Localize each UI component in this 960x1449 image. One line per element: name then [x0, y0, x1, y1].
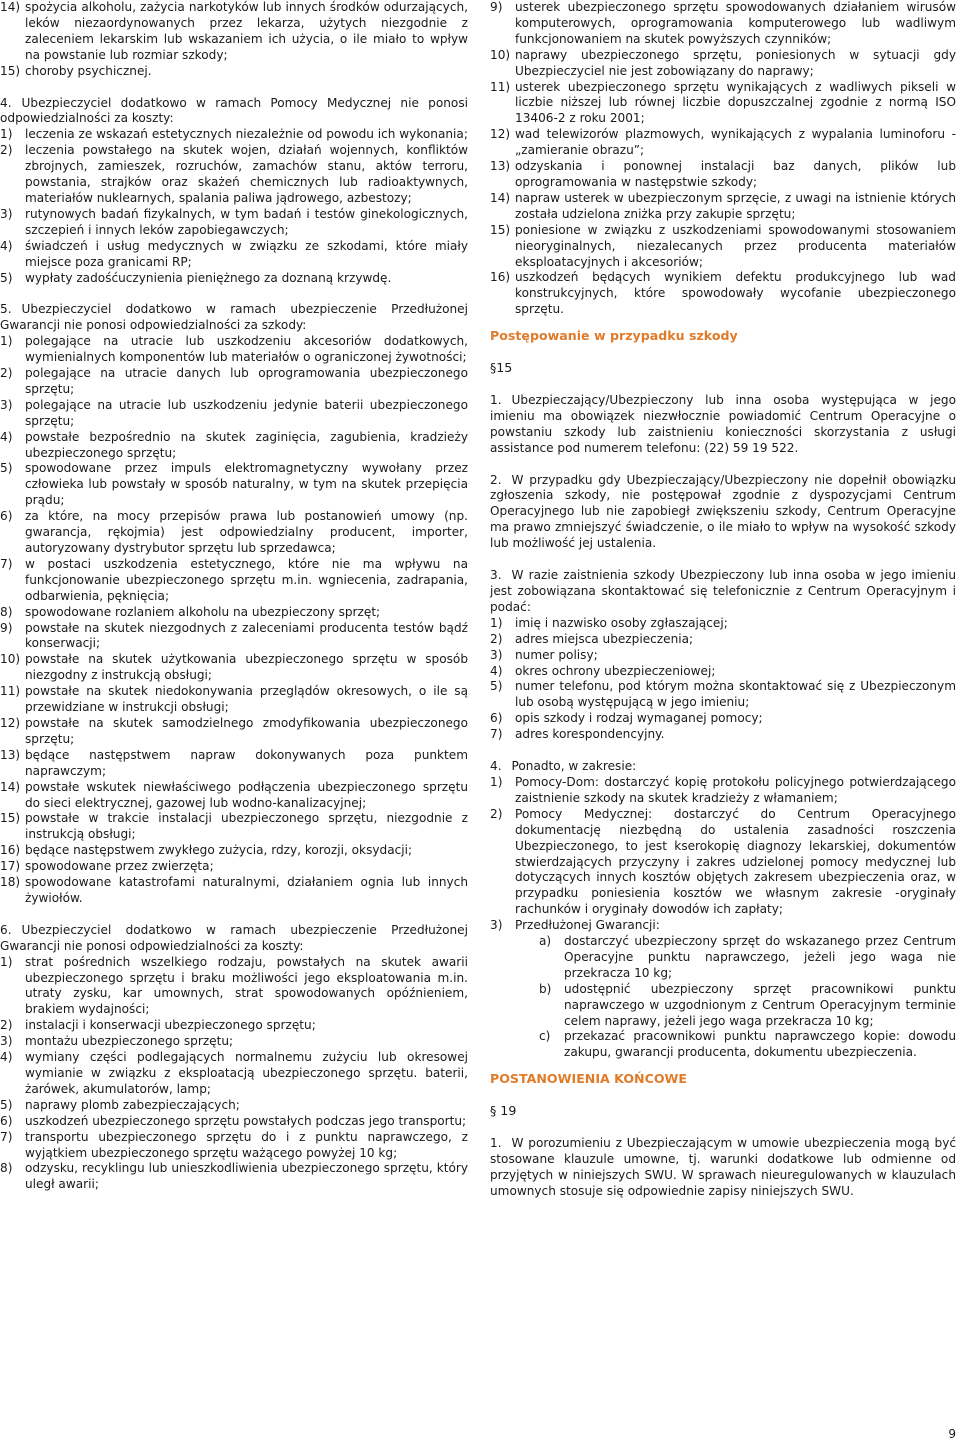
item-number: 3)	[490, 918, 503, 933]
list-item	[0, 859, 468, 875]
item-text: Ubezpieczyciel dodatkowo w ramach ubezpieczenie Przedłużonej Gwarancji nie ponosi odpowiedzialności za koszty:	[0, 922, 468, 953]
list-item	[0, 1034, 468, 1050]
item-number: 6)	[490, 711, 503, 726]
item-text: powstałe bezpośrednio na skutek zaginięcia, zagubienia, kradzieży ubezpieczonego sprzętu;	[25, 429, 468, 460]
list-item	[0, 430, 468, 462]
item-text: odzysku, recyklingu lub unieszkodliwienia ubezpieczonego sprzętu, który uległ awarii;	[25, 1161, 468, 1192]
item-number: 5)	[0, 461, 13, 476]
list-item	[490, 80, 956, 128]
clause	[0, 302, 468, 334]
section-heading: Postępowanie w przypadku szkody	[490, 328, 738, 344]
item-text: montażu ubezpieczonego sprzętu;	[25, 1034, 234, 1049]
paragraph-number: §15	[490, 360, 513, 376]
item-number: 18)	[0, 875, 21, 890]
list-item	[490, 775, 956, 807]
list-item	[0, 1050, 468, 1098]
item-text: Pomocy Medycznej: dostarczyć do Centrum Operacyjnego dokumentację niezbędną do ustalenia zasadności roszczenia Ubezpieczonego, to jest kserokopię diagnozy lekarskiej, dokumentów stwierdzających przyczyny i zakres udzielonej pomocy medycznej lub dotyczących innych kosztów objętych zakresem ubezpieczenia oraz, w przypadku poniesienia kosztów we własnym zakresie -oryginały rachunków i oryginały dowodów ich zapłaty;	[515, 806, 956, 917]
item-text: polegające na utracie lub uszkodzeniu akcesoriów dodatkowych, wymienialnych komponentów lub materiałów o ograniczonej żywotności;	[25, 334, 468, 365]
list-item	[0, 1098, 468, 1114]
list-item	[0, 621, 468, 653]
list-item	[0, 1018, 468, 1034]
item-number: 10)	[490, 47, 511, 62]
list-item	[0, 0, 468, 64]
item-text: numer polisy;	[515, 647, 598, 662]
item-number: 6)	[0, 509, 13, 524]
item-text: powstałe na skutek niezgodnych z zaleceniami producenta testów bądź konserwacji;	[25, 620, 468, 651]
item-text: spowodowane przez zwierzęta;	[25, 859, 214, 874]
item-number: 9)	[490, 0, 503, 14]
item-number: 3)	[0, 1034, 13, 1049]
item-number: 1.	[490, 392, 502, 407]
item-text: naprawy plomb zabezpieczających;	[25, 1097, 240, 1112]
item-number: c)	[539, 1029, 551, 1044]
item-number: 1)	[490, 615, 503, 630]
item-text: powstałe na skutek samodzielnego zmodyfikowania ubezpieczonego sprzętu;	[25, 715, 468, 746]
item-number: 13)	[0, 747, 21, 762]
item-number: 5.	[0, 302, 12, 317]
list-item	[0, 239, 468, 271]
list-item	[0, 207, 468, 239]
list-item	[0, 748, 468, 780]
item-text: przekazać pracownikowi punktu naprawczego kopie: dowodu zakupu, gwarancji producenta, dokumentu ubezpieczenia.	[564, 1029, 956, 1060]
paragraph-number: § 19	[490, 1103, 517, 1119]
list-item	[0, 398, 468, 430]
list-item	[0, 684, 468, 716]
clause	[490, 473, 956, 553]
item-number: 4.	[0, 95, 12, 110]
item-text: powstałe w trakcie instalacji ubezpieczonego sprzętu, niezgodnie z instrukcją obsługi;	[25, 811, 468, 842]
item-text: napraw usterek w ubezpieczonym sprzęcie, z uwagi na istnienie których została udzielona zniżka przy zakupie sprzętu;	[515, 190, 956, 221]
list-item	[0, 875, 468, 907]
list-item	[490, 127, 956, 159]
sub-list-item	[490, 982, 956, 1030]
item-text: powstałe na skutek niedokonywania przeglądów okresowych, o ile są przewidziane w instrukcji obsługi;	[25, 684, 468, 715]
list-item	[0, 780, 468, 812]
item-text: usterek ubezpieczonego sprzętu spowodowanych działaniem wirusów komputerowych, oprogramowania komputerowego lub wadliwym funkcjonowaniem na skutek powyższych czynników;	[515, 0, 956, 46]
item-number: 16)	[0, 843, 21, 858]
item-text: poniesione w związku z uszkodzeniami spowodowanymi stosowaniem nieoryginalnych, niezalecanych przez producenta materiałów eksploatacyjnych i akcesoriów;	[515, 222, 956, 269]
list-item	[0, 716, 468, 748]
item-number: 4)	[0, 238, 13, 253]
item-text: Ubezpieczyciel dodatkowo w ramach ubezpieczenie Przedłużonej Gwarancji nie ponosi odpowiedzialności za szkody:	[0, 302, 468, 333]
list-item	[490, 632, 956, 648]
item-number: 4)	[0, 429, 13, 444]
item-number: 4.	[490, 759, 502, 774]
item-number: 14)	[0, 779, 21, 794]
item-number: 8)	[0, 1161, 13, 1176]
item-text: powstałe wskutek niewłaściwego podłączenia ubezpieczonego sprzętu do sieci elektrycznej, gazowej lub wodno-kanalizacyjnej;	[25, 779, 468, 810]
item-number: 2)	[0, 366, 13, 381]
list-item	[490, 270, 956, 318]
item-number: 7)	[0, 1129, 13, 1144]
item-text: instalacji i konserwacji ubezpieczonego sprzętu;	[25, 1018, 316, 1033]
list-item	[0, 461, 468, 509]
item-number: 14)	[490, 190, 511, 205]
item-text: rutynowych badań fizykalnych, w tym badań i testów ginekologicznych, szczepień i innych leków zapobiegawczych;	[25, 206, 468, 237]
item-text: adres korespondencyjny.	[515, 727, 665, 742]
item-text: strat pośrednich wszelkiego rodzaju, powstałych na skutek awarii ubezpieczonego sprzętu i braku możliwości jego eksploatowania m.in. utraty zysku, kar umownych, strat spowodowanych opóźnieniem, brakiem wydajności;	[25, 954, 468, 1017]
clause	[490, 393, 956, 457]
item-number: 8)	[0, 604, 13, 619]
list-item	[0, 127, 468, 143]
list-item	[0, 334, 468, 366]
list-item	[0, 955, 468, 1019]
item-text: leczenia powstałego na skutek wojen, działań wojennych, konfliktów zbrojnych, zamieszek, rozruchów, zamachów stanu, aktów terroru, powstania, strajków oraz skażeń chemicznych lub radioaktywnych, materiałów nuklearnych, spalania paliwa jądrowego, azbestozy;	[25, 143, 468, 205]
item-text: polegające na utracie danych lub oprogramowania ubezpieczonego sprzętu;	[25, 366, 468, 396]
item-text: leczenia ze wskazań estetycznych niezależnie od powodu ich wykonania;	[25, 127, 468, 142]
item-text: w postaci uszkodzenia estetycznego, które nie ma wpływu na funkcjonowanie ubezpieczonego sprzętu m.in. wgniecenia, zadrapania, odbarwienia, pęknięcia;	[25, 556, 468, 603]
item-number: 3)	[0, 397, 13, 412]
item-text: transportu ubezpieczonego sprzętu do i z punktu naprawczego, z wyjątkiem ubezpieczonego sprzętu ważącego powyżej 10 kg;	[25, 1129, 468, 1160]
right-column	[490, 0, 956, 1200]
item-number: 3)	[490, 647, 503, 662]
list-item	[490, 807, 956, 918]
item-number: 6)	[0, 1113, 13, 1128]
item-text: Przedłużonej Gwarancji:	[515, 918, 660, 933]
item-number: 1)	[0, 334, 13, 349]
list-item	[490, 711, 956, 727]
item-number: 3)	[0, 206, 13, 221]
list-item	[0, 143, 468, 207]
item-text: Pomocy-Dom: dostarczyć kopię protokołu policyjnego potwierdzającego zaistnienie szkody na skutek kradzieży z włamaniem;	[515, 774, 956, 805]
list-item	[490, 191, 956, 223]
item-text: W przypadku gdy Ubezpieczający/Ubezpieczony nie dopełnił obowiązku zgłoszenia szkody, nie postępował zgodnie z dyspozycjami Centrum Operacyjnego lub nie zapobiegł zwiększeniu szkody, Centrum Operacyjne ma prawo zmniejszyć świadczenie, o ile miało to wpływ na wysokość szkody lub możliwość jej ustalenia.	[490, 472, 956, 551]
clause	[490, 568, 956, 616]
item-number: 1)	[490, 774, 503, 789]
item-text: okres ochrony ubezpieczeniowej;	[515, 663, 716, 678]
item-number: 1)	[0, 127, 13, 142]
left-column	[0, 0, 468, 1193]
list-item	[0, 605, 468, 621]
item-number: 5)	[490, 679, 503, 694]
item-number: 17)	[0, 859, 21, 874]
item-number: 15)	[490, 222, 511, 237]
item-text: uszkodzeń będących wynikiem defektu produkcyjnego lub wad konstrukcyjnych, które spowodowały wycofanie ubezpieczonego sprzętu.	[515, 270, 956, 317]
item-text: polegające na utracie lub uszkodzeniu jedynie baterii ubezpieczonego sprzętu;	[25, 397, 468, 428]
item-number: 6.	[0, 922, 12, 937]
item-number: 15)	[0, 811, 21, 826]
item-text: za które, na mocy przepisów prawa lub postanowień umowy (np. gwarancja, rękojmia) jest odpowiedzialny producent, importer, autoryzowany dystrybutor sprzętu lub sprzedawca;	[25, 509, 468, 555]
item-text: numer telefonu, pod którym można skontaktować się z Ubezpieczonym lub osobą występującą w jego imieniu;	[515, 679, 956, 710]
item-text: spowodowane katastrofami naturalnymi, działaniem ognia lub innych żywiołów.	[25, 875, 468, 905]
item-text: naprawy ubezpieczonego sprzętu, poniesionych w sytuacji gdy Ubezpieczyciel nie jest zobowiązany do naprawy;	[515, 47, 956, 78]
item-number: 13)	[490, 159, 511, 174]
list-item	[0, 1130, 468, 1162]
item-number: 5)	[0, 1097, 13, 1112]
item-number: 11)	[490, 79, 511, 94]
item-number: 1)	[0, 954, 13, 969]
item-number: 2)	[0, 143, 13, 158]
item-number: a)	[539, 934, 552, 949]
item-text: usterek ubezpieczonego sprzętu wynikających z wadliwych pikseli w liczbie niższej lub równej liczbie dopuszczalnej zgodnie z normą ISO 13406-2 z roku 2001;	[515, 79, 956, 126]
list-item	[0, 557, 468, 605]
clause	[490, 759, 956, 775]
list-item	[490, 0, 956, 48]
item-number: 9)	[0, 620, 13, 635]
item-text: spowodowane rozlaniem alkoholu na ubezpieczony sprzęt;	[25, 604, 381, 619]
item-text: odzyskania i ponownej instalacji baz danych, plików lub oprogramowania w następstwie szkody;	[515, 159, 956, 189]
item-text: W porozumieniu z Ubezpieczającym w umowie ubezpieczenia mogą być stosowane klauzule umowne, tj. warunki dodatkowe lub odmienne od przyjętych w niniejszych SWU. W sprawach nieuregulowanych w klauzulach umownych stosuje się odpowiednie zapisy niniejszych SWU.	[490, 1136, 956, 1198]
item-text: opis szkody i rodzaj wymaganej pomocy;	[515, 711, 763, 726]
clause	[0, 96, 468, 128]
item-number: 7)	[0, 556, 13, 571]
list-item	[490, 159, 956, 191]
item-number: 2.	[490, 472, 502, 487]
item-text: wypłaty zadośćuczynienia pieniężnego za doznaną krzywdę.	[25, 270, 392, 285]
item-number: 4)	[490, 663, 503, 678]
item-text: powstałe na skutek użytkowania ubezpieczonego sprzętu w sposób niezgodny z instrukcją obsługi;	[25, 652, 468, 683]
item-text: W razie zaistnienia szkody Ubezpieczony lub inna osoba w jego imieniu jest zobowiązana skontaktować się telefonicznie z Centrum Operacyjnym i podać:	[490, 568, 956, 614]
page-number: 9	[948, 1427, 956, 1442]
item-number: 15)	[0, 63, 21, 78]
item-text: choroby psychicznej.	[25, 63, 152, 78]
list-item	[0, 811, 468, 843]
item-number: 1.	[490, 1136, 502, 1151]
item-number: 5)	[0, 270, 13, 285]
item-text: będące następstwem napraw dokonywanych poza punktem naprawczym;	[25, 747, 468, 778]
item-number: 16)	[490, 270, 511, 285]
item-text: wymiany części podlegających normalnemu zużyciu lub okresowej wymianie w związku z eksploatacją ubezpieczonego sprzętu. baterii, żarówek, akumulatorów, lamp;	[25, 1050, 468, 1096]
item-number: 3.	[490, 568, 502, 583]
item-number: 2)	[490, 631, 503, 646]
clause	[490, 1136, 956, 1200]
item-text: Ponadto, w zakresie:	[511, 759, 637, 774]
item-number: 12)	[0, 715, 21, 730]
item-number: 10)	[0, 652, 21, 667]
list-item	[0, 509, 468, 557]
item-number: b)	[539, 981, 552, 996]
item-text: Ubezpieczający/Ubezpieczony lub inna osoba występująca w jego imieniu ma obowiązek niezwłocznie powiadomić Centrum Operacyjne o powstaniu szkody lub zaistnieniu konieczności skorzystania z usługi assistance pod numerem telefonu: (22) 59 19 522.	[490, 392, 956, 455]
list-item	[490, 727, 956, 743]
item-text: dostarczyć ubezpieczony sprzęt do wskazanego przez Centrum Operacyjne punktu naprawczego, jeżeli jego waga nie przekracza 10 kg;	[564, 934, 956, 980]
section-heading: POSTANOWIENIA KOŃCOWE	[490, 1071, 688, 1087]
sub-list-item	[490, 1029, 956, 1061]
item-number: 2)	[0, 1018, 13, 1033]
list-item	[0, 1114, 468, 1130]
item-number: 14)	[0, 0, 21, 14]
item-text: świadczeń i usług medycznych w związku ze szkodami, które miały miejsce poza granicami RP;	[25, 238, 468, 269]
clause	[0, 923, 468, 955]
list-item	[490, 648, 956, 664]
list-item	[0, 64, 468, 80]
item-text: uszkodzeń ubezpieczonego sprzętu powstałych podczas jego transportu;	[25, 1113, 467, 1128]
item-text: wad telewizorów plazmowych, wynikających z wypalania luminoforu - „zamieranie obrazu”;	[515, 127, 956, 158]
list-item	[0, 1161, 468, 1193]
list-item	[490, 48, 956, 80]
list-item	[0, 271, 468, 287]
item-text: udostępnić ubezpieczony sprzęt pracownikowi punktu naprawczego w uzgodnionym z Centrum Operacyjnym terminie celem naprawy, jeżeli jego waga przekracza 10 kg;	[564, 981, 956, 1028]
item-number: 4)	[0, 1050, 13, 1065]
sub-list-item	[490, 934, 956, 982]
list-item	[490, 918, 956, 934]
item-text: spowodowane przez impuls elektromagnetyczny wywołany przez człowieka lub powstały w sposób naturalny, w tym na skutek przepięcia prądu;	[25, 461, 468, 508]
item-number: 2)	[490, 806, 503, 821]
list-item	[490, 679, 956, 711]
item-text: będące następstwem zwykłego zużycia, rdzy, korozji, oksydacji;	[25, 843, 413, 858]
item-text: Ubezpieczyciel dodatkowo w ramach Pomocy Medycznej nie ponosi odpowiedzialności za koszty:	[0, 95, 468, 126]
item-number: 12)	[490, 127, 511, 142]
item-number: 7)	[490, 727, 503, 742]
item-text: adres miejsca ubezpieczenia;	[515, 631, 694, 646]
item-text: imię i nazwisko osoby zgłaszającej;	[515, 615, 728, 630]
list-item	[0, 652, 468, 684]
item-text: spożycia alkoholu, zażycia narkotyków lub innych środków odurzających, leków niezaordynowanych przez lekarza, użytych niezgodnie z zaleceniem lekarskim lub wskazaniem ich użycia, o ile miało to wpływ na powstanie lub rozmiar szkody;	[25, 0, 468, 62]
list-item	[0, 843, 468, 859]
list-item	[490, 616, 956, 632]
list-item	[0, 366, 468, 398]
item-number: 11)	[0, 684, 21, 699]
list-item	[490, 664, 956, 680]
list-item	[490, 223, 956, 271]
